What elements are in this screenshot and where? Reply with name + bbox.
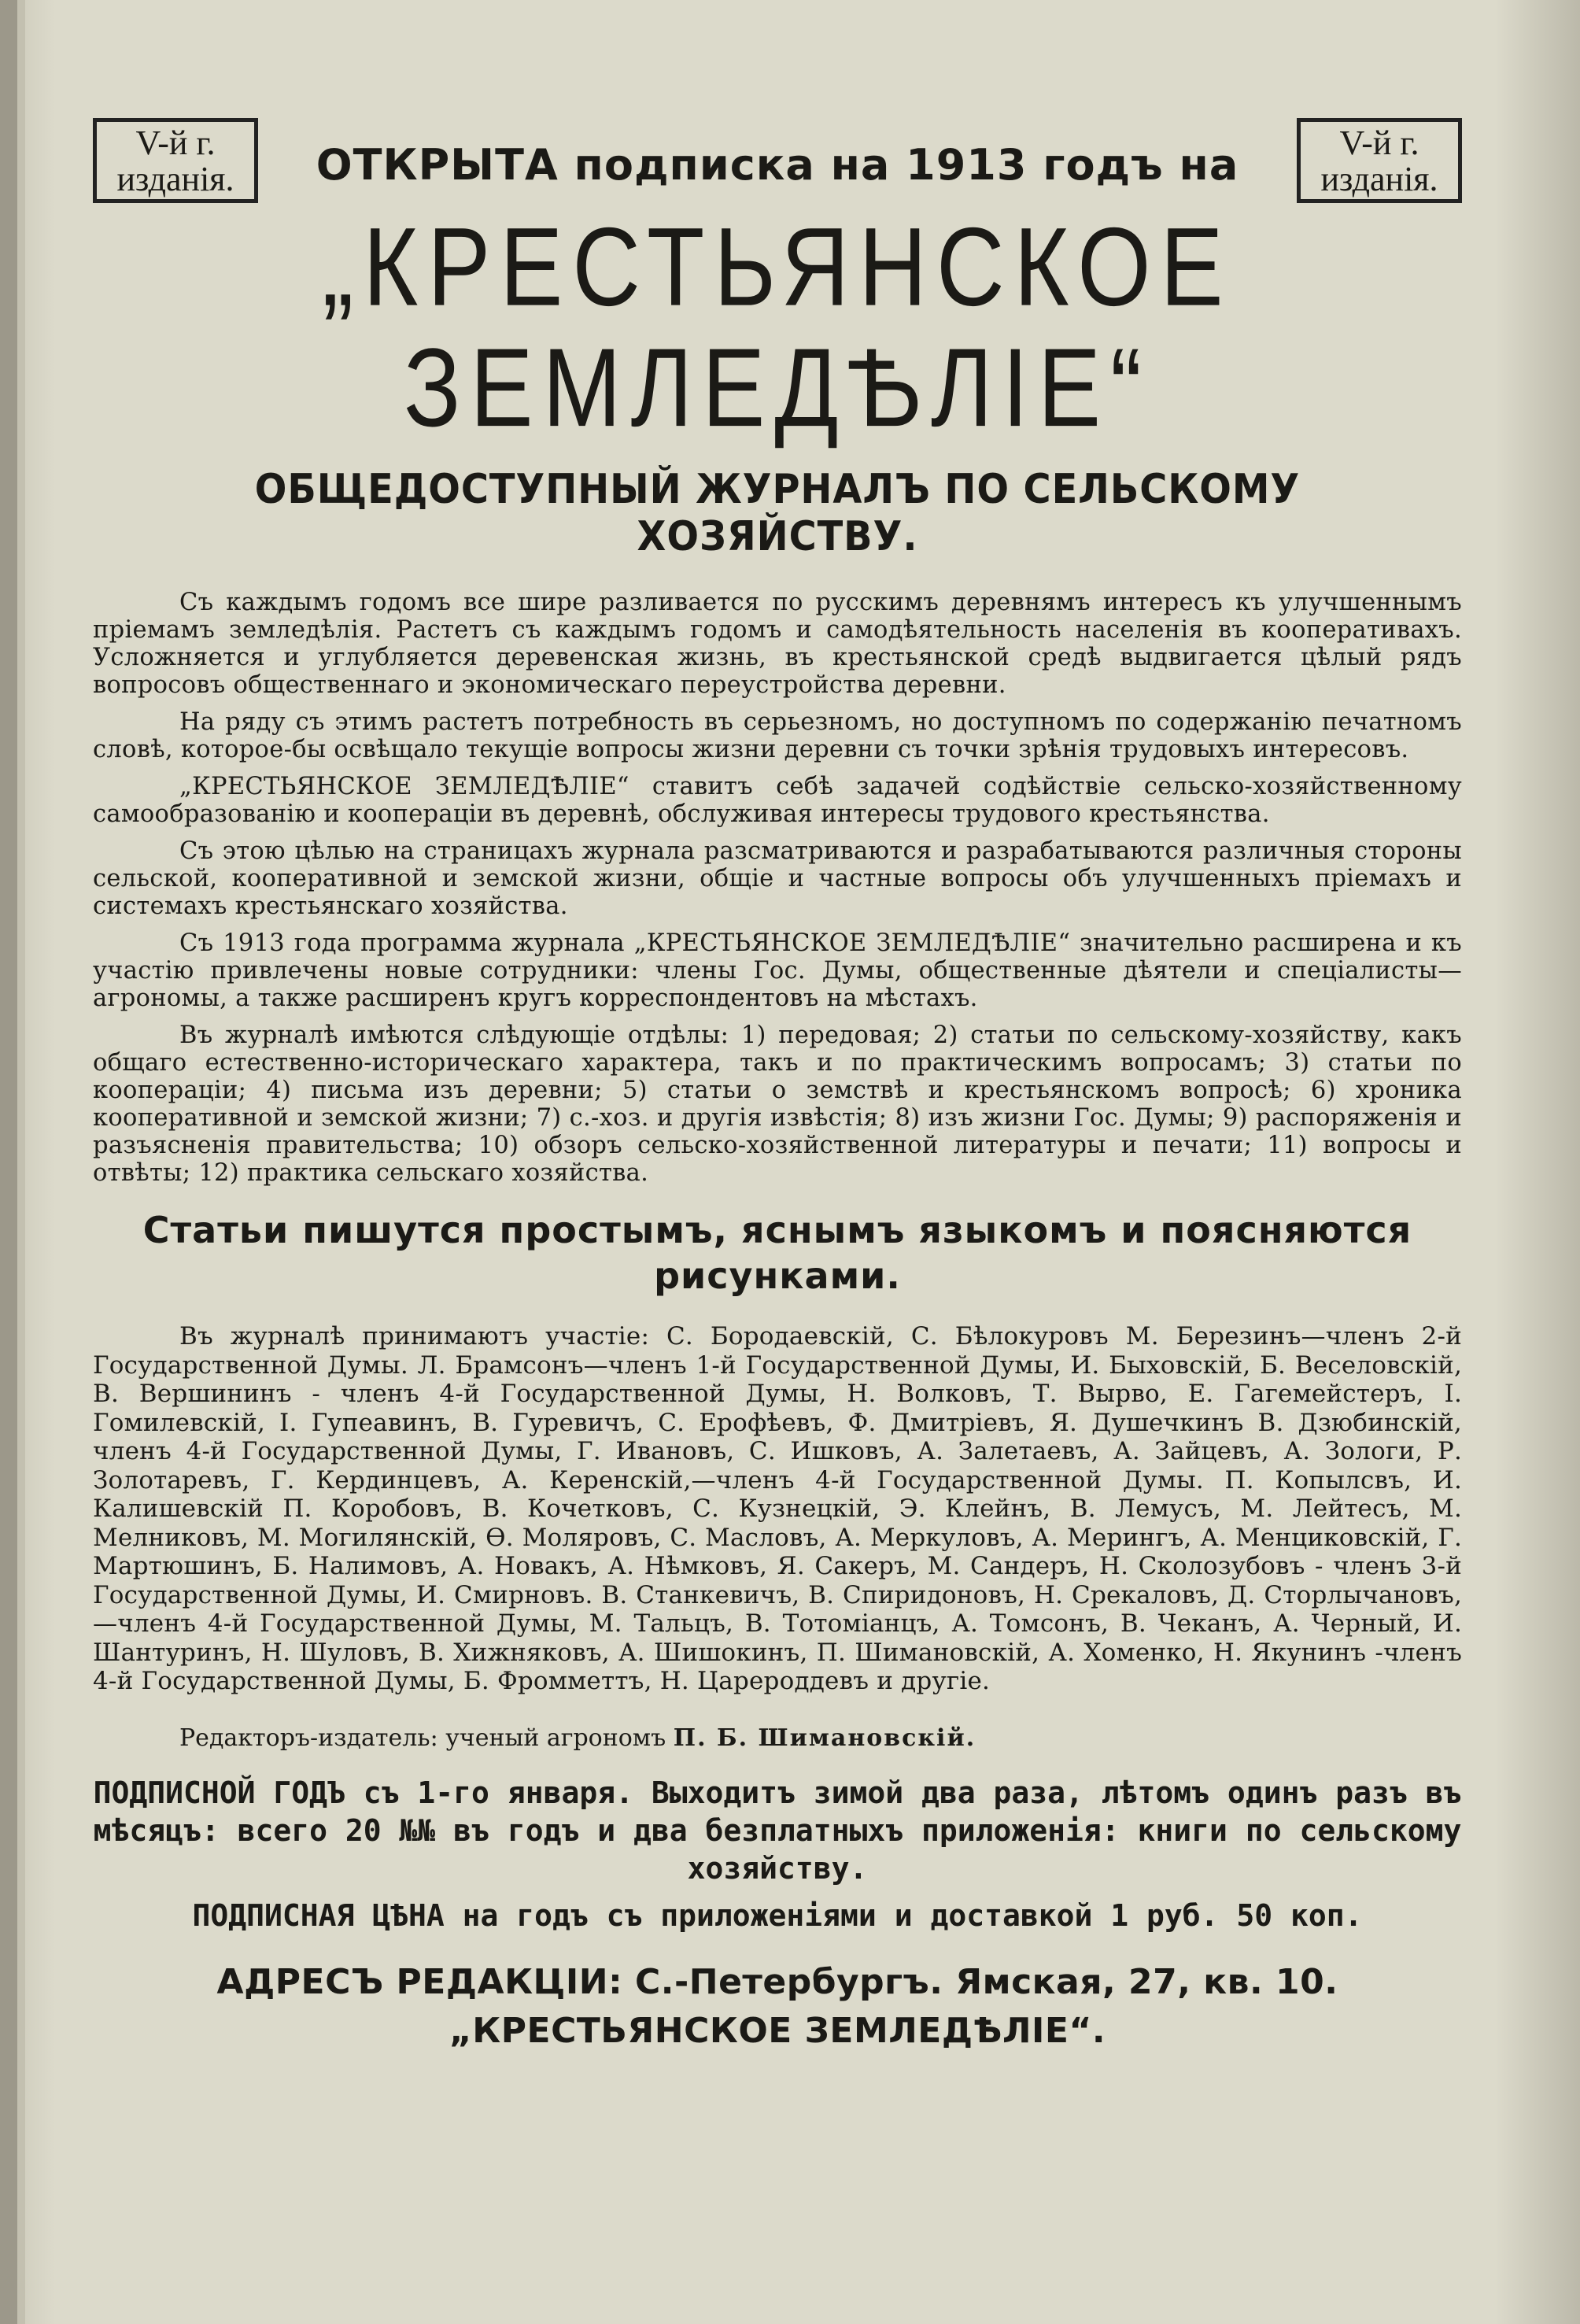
journal-title: „КРЕСТЬЯНСКОЕ ЗЕМЛЕДѢЛІЕ“ [322,205,1233,450]
editor-name: П. Б. Шимановскій. [673,1724,976,1752]
header-row [93,118,1462,212]
paragraph: Съ 1913 года программа журнала „КРЕСТЬЯНСКОЕ ЗЕМЛЕДѢЛІЕ“ значительно расширена и къ участію привлечены новые сотрудники: члены Гос. Думы, общественные дѣятели и спеціалисты—агрономы, а также расширенъ кругъ корреспондентовъ на мѣстахъ. [93,929,1462,1012]
paragraph: Въ журналѣ имѣются слѣдующіе отдѣлы: 1) передовая; 2) статьи по сельскому-хозяйству, какъ общаго естественно-историческаго характера, такъ и по практическимъ вопросамъ; 3) статьи по коопераціи; 4) письма изъ деревни; 5) статьи о земствѣ и крестьянскомъ вопросѣ; 6) хроника кооперативной и земской жизни; 7) с.-хоз. и другія извѣстія; 8) изъ жизни Гос. Думы; 9) распоряженія и разъясненія правительства; 10) обзоръ сельско-хозяйственной литературы и печати; 11) вопросы и отвѣты; 12) практика сельскаго хозяйства. [93,1022,1462,1187]
address-line: АДРЕСЪ РЕДАКЦІИ: С.-Петербургъ. Ямская, 27, кв. 10. [216,1961,1338,2002]
editor-line [93,1724,1462,1752]
edition-box-left [93,118,258,203]
address-journal-name: „КРЕСТЬЯНСКОЕ ЗЕМЛЕДѢЛІЕ“. [449,2010,1106,2051]
edition-line2: изданія. [116,160,234,198]
subscription-year: ПОДПИСНОЙ ГОДЪ съ 1-го января. Выходитъ зимой два раза, лѣтомъ одинъ разъ въ мѣсяцъ: всего 20 №№ въ годъ и два безплатныхъ приложенія: книги по сельскому хозяйству. [93,1775,1462,1886]
edition-line1: V-й г. [1339,124,1419,162]
contributors-list: Въ журналѣ принимаютъ участіе: С. Бородаевскій, С. Бѣлокуровъ М. Березинъ—членъ 2-й Государственной Думы. Л. Брамсонъ—членъ 1-й Государственной Думы, И. Быховскій, Б. Веселовскій, В. Вершининъ - членъ 4-й Государственной Думы, Н. Волковъ, Т. Вырво, Е. Гагемейстеръ, І. Гомилевскій, І. Гупеавинъ, В. Гуревичъ, С. Ерофѣевъ, Ф. Дмитріевъ, Я. Душечкинъ В. Дзюбинскій, членъ 4-й Государственной Думы, Г. Ивановъ, С. Ишковъ, А. Залетаевъ, А. Зайцевъ, А. Зологи, Р. Золотаревъ, Г. Кердинцевъ, А. Керенскій,—членъ 4-й Государственной Думы. П. Копылсвъ, И. Калишевскій П. Коробовъ, В. Кочетковъ, С. Кузнецкій, Э. Клейнъ, В. Лемусъ, М. Лейтесъ, М. Мелниковъ, М. Могилянскій, Ѳ. Моляровъ, С. Масловъ, А. Меркуловъ, А. Мерингъ, А. Менциковскій, Г. Мартюшинъ, Б. Налимовъ, А. Новакъ, А. Нѣмковъ, Я. Сакеръ, М. Сандеръ, Н. Сколозубовъ - членъ 3-й Государственной Думы, И. Смирновъ. В. Станкевичъ, В. Спиридоновъ, Н. Срекаловъ, Д. Сторлычановъ,—членъ 4-й Государственной Думы, М. Тальцъ, В. Тотоміанцъ, А. Томсонъ, В. Чеканъ, А. Черный, И. Шантуринъ, Н. Шуловъ, В. Хижняковъ, А. Шишокинъ, П. Шимановскій, А. Хоменко, Н. Якунинъ -членъ 4-й Государственной Думы, Б. Фромметтъ, Н. Царероддевъ и другіе. [93,1322,1462,1695]
paragraph: „КРЕСТЬЯНСКОЕ ЗЕМЛЕДѢЛІЕ“ ставитъ себѣ задачей содѣйствіе сельско-хозяйственному самообразованію и коопераціи въ деревнѣ, обслуживая интересы трудового крестьянства. [93,773,1462,828]
edition-line1: V-й г. [135,124,216,162]
paragraph: Съ каждымъ годомъ все шире разливается по русскимъ деревнямъ интересъ къ улучшеннымъ пріемамъ земледѣлія. Растетъ съ каждымъ годомъ и самодѣятельность населенія въ кооперативахъ. Усложняется и углубляется деревенская жизнь, въ крестьянской средѣ выдвигается цѣлый рядъ вопросовъ общественнаго и экономическаго переустройства деревни. [93,589,1462,699]
edition-line2: изданія. [1320,160,1438,198]
articles-heading: Статьи пишутся простымъ, яснымъ языкомъ и поясняются рисунками. [142,1209,1412,1297]
paragraph: Съ этою цѣлью на страницахъ журнала разсматриваются и разрабатываются различныя стороны сельской, кооперативной и земской жизни, общіе и частные вопросы объ улучшенныхъ пріемахъ и системахъ крестьянскаго хозяйства. [93,837,1462,920]
book-spine [0,0,17,2324]
editor-label: Редакторъ-издатель: ученый агрономъ [179,1724,666,1752]
edition-box-right [1297,118,1462,203]
editorial-address [93,1958,1462,2056]
page-gutter [17,0,25,2324]
paragraph: На ряду съ этимъ растетъ потребность въ серьезномъ, но доступномъ по содержанію печатномъ словѣ, которое-бы освѣщало текущіе вопросы жизни деревни съ точки зрѣнія трудовыхъ интересовъ. [93,708,1462,763]
journal-subtitle: ОБЩЕДОСТУПНЫЙ ЖУРНАЛЪ ПО СЕЛЬСКОМУ ХОЗЯЙСТВУ. [254,466,1301,560]
subscription-line: ОТКРЫТА подписка на 1913 годъ на [316,140,1239,190]
subscription-price: ПОДПИСНАЯ ЦѢНА на годъ съ приложеніями и доставкой 1 руб. 50 коп. [192,1897,1363,1933]
